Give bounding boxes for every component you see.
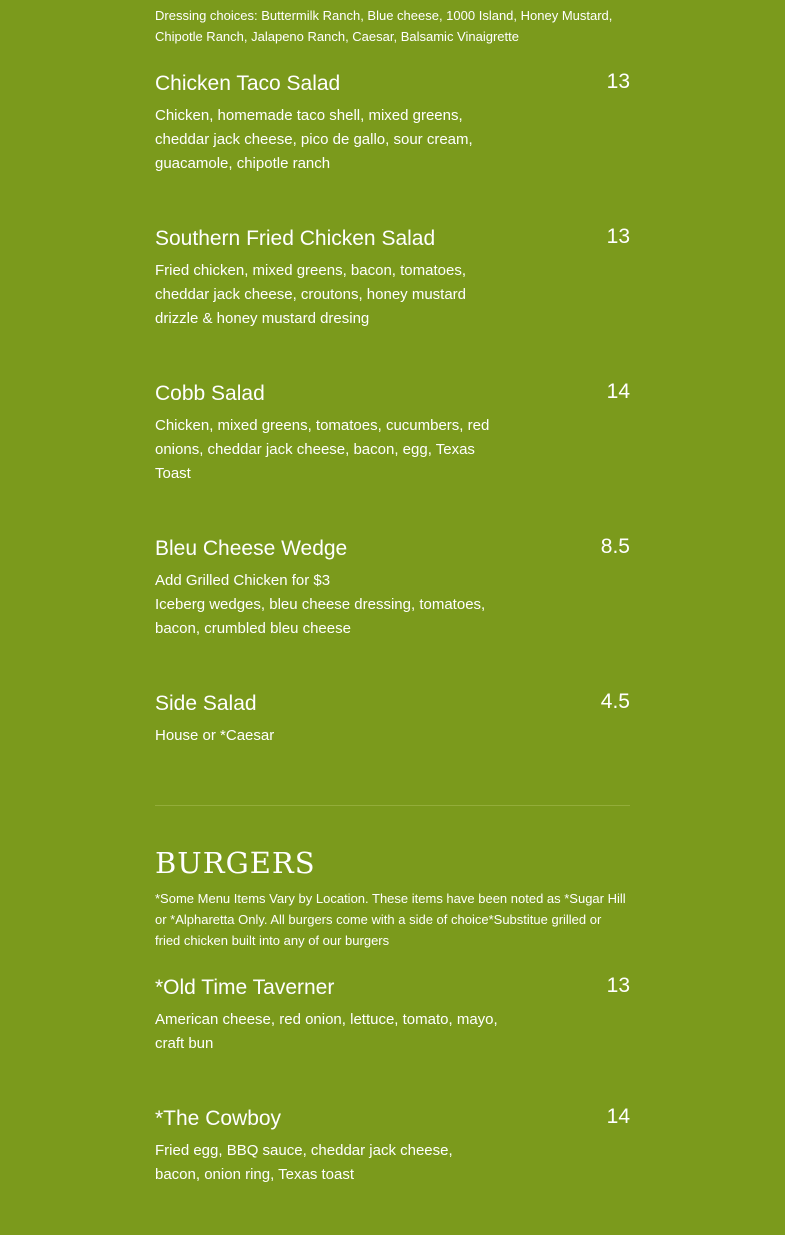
item-name: *Old Time Taverner [155,976,335,999]
item-description: American cheese, red onion, lettuce, tomato, mayo, craft bun [155,1011,498,1052]
item-name: Cobb Salad [155,382,265,405]
item-price: 13 [606,974,630,997]
burgers-note: *Some Menu Items Vary by Location. These items have been noted as *Sugar Hill or *Alpharetta Only. All burgers come with a side of choice*Substitue grilled or fried chicken built into any of our burgers [155,891,626,948]
item-price: 4.5 [600,690,630,713]
item-add-on: Add Grilled Chicken for $3 [155,572,331,589]
item-name: *The Cowboy [155,1107,282,1130]
item-price: 14 [606,1105,630,1128]
section-divider [155,805,630,806]
item-description: Chicken, mixed greens, tomatoes, cucumbers, red onions, cheddar jack cheese, bacon, egg, Texas Toast [155,417,490,482]
item-description: House or *Caesar [155,727,275,744]
section-title-burgers: BURGERS [155,846,316,880]
item-description: Fried egg, BBQ sauce, cheddar jack cheese, bacon, onion ring, Texas toast [155,1142,453,1183]
item-description-block [155,569,500,641]
item-name: Bleu Cheese Wedge [155,537,348,560]
item-price: 8.5 [600,535,630,558]
item-name: Chicken Taco Salad [155,72,341,95]
item-description: Fried chicken, mixed greens, bacon, tomatoes, cheddar jack cheese, croutons, honey mustard drizzle & honey mustard dresing [155,262,467,327]
item-name: Side Salad [155,692,257,715]
item-description: Iceberg wedges, bleu cheese dressing, tomatoes, bacon, crumbled bleu cheese [155,596,486,637]
item-name: Southern Fried Chicken Salad [155,227,436,250]
item-price: 13 [606,225,630,248]
item-price: 13 [606,70,630,93]
item-price: 14 [606,380,630,403]
item-description: Chicken, homemade taco shell, mixed greens, cheddar jack cheese, pico de gallo, sour cream, guacamole, chipotle ranch [155,107,473,172]
dressing-note: Dressing choices: Buttermilk Ranch, Blue cheese, 1000 Island, Honey Mustard, Chipotle Ranch, Jalapeno Ranch, Caesar, Balsamic Vinaigrette [155,8,613,44]
